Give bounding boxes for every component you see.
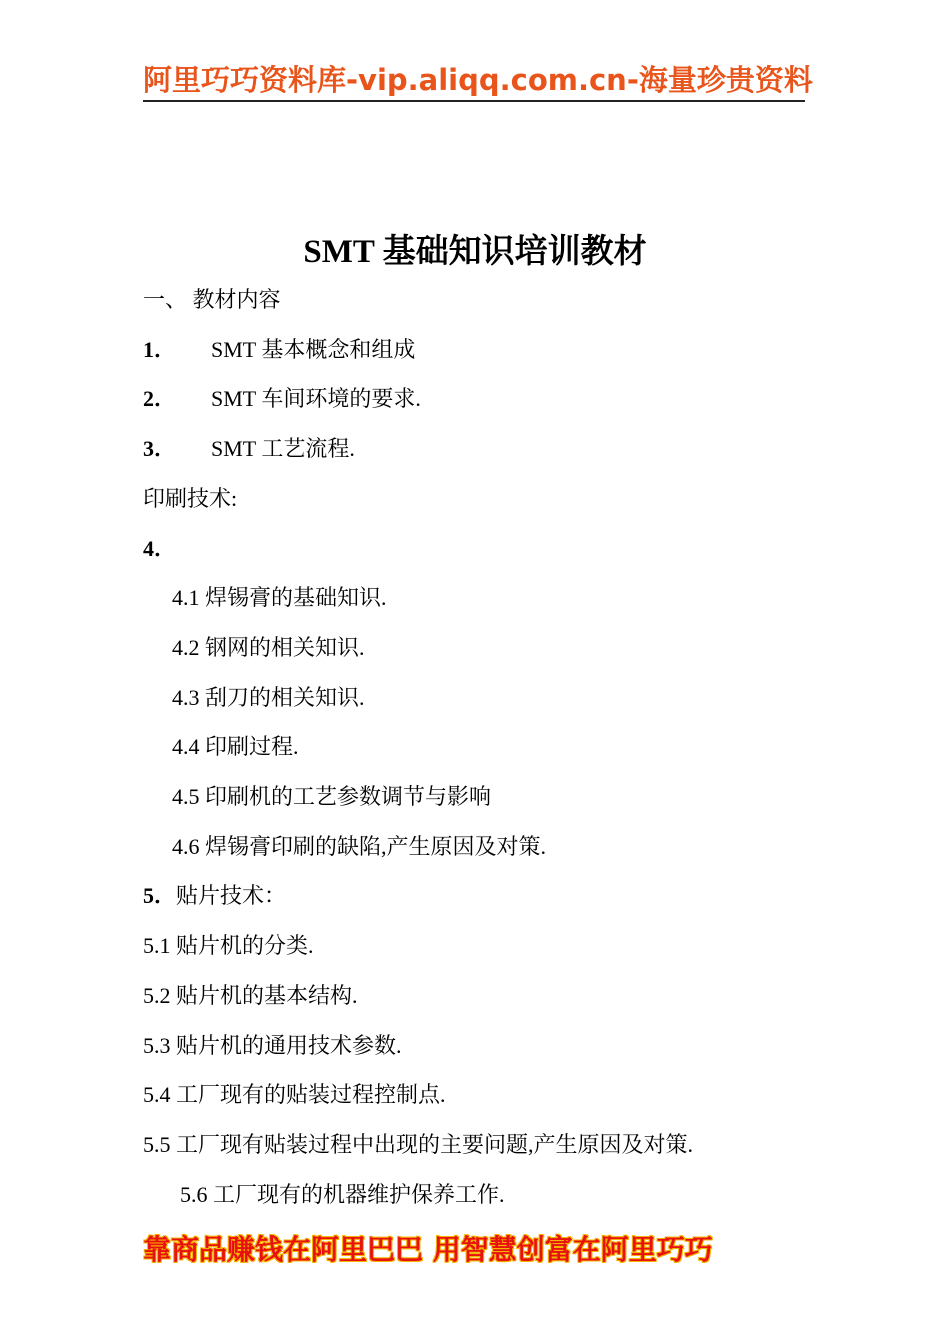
list-item-4 [143, 534, 176, 564]
sub-item: 5.5 工厂现有贴装过程中出现的主要问题,产生原因及对策. [143, 1132, 694, 1157]
list-item-5 [143, 881, 286, 911]
item-number: 4． [143, 536, 177, 561]
sub-item: 4.1 焊锡膏的基础知识. [172, 585, 387, 610]
sub-item: 4.3 刮刀的相关知识. [172, 685, 365, 710]
item-text: SMT 基本概念和组成 [211, 337, 416, 362]
sub-item: 5.1 贴片机的分类. [143, 933, 314, 958]
sub-item: 4.2 钢网的相关知识. [172, 635, 365, 660]
item-number: 5． [143, 883, 177, 908]
printing-label: 印刷技术: [143, 486, 238, 511]
sub-item: 5.4 工厂现有的贴装过程控制点. [143, 1082, 446, 1107]
sub-item: 5.6 工厂现有的机器维护保养工作. [180, 1182, 505, 1207]
list-item-3 [143, 434, 355, 464]
page-title: SMT 基础知识培训教材 [303, 234, 647, 270]
footer-banner: 靠商品赚钱在阿里巴巴 用智慧创富在阿里巧巧 [143, 1233, 713, 1266]
sub-item: 4.4 印刷过程. [172, 734, 299, 759]
list-item-2 [143, 384, 421, 414]
item-text: SMT 工艺流程. [211, 436, 355, 461]
item-number: 2． [143, 386, 177, 411]
sub-item: 4.6 焊锡膏印刷的缺陷,产生原因及对策. [172, 834, 547, 859]
item-number: 1． [143, 337, 177, 362]
section-heading: 一、 教材内容 [143, 287, 281, 312]
item-text: SMT 车间环境的要求. [211, 386, 421, 411]
list-item-1 [143, 335, 415, 365]
header-banner: 阿里巧巧资料库-vip.aliqq.com.cn-海量珍贵资料 [143, 60, 805, 102]
item-text: 贴片技术： [176, 883, 287, 908]
sub-item: 5.2 贴片机的基本结构. [143, 983, 358, 1008]
item-number: 3． [143, 436, 177, 461]
sub-item: 5.3 贴片机的通用技术参数. [143, 1033, 402, 1058]
sub-item: 4.5 印刷机的工艺参数调节与影响 [172, 784, 492, 809]
